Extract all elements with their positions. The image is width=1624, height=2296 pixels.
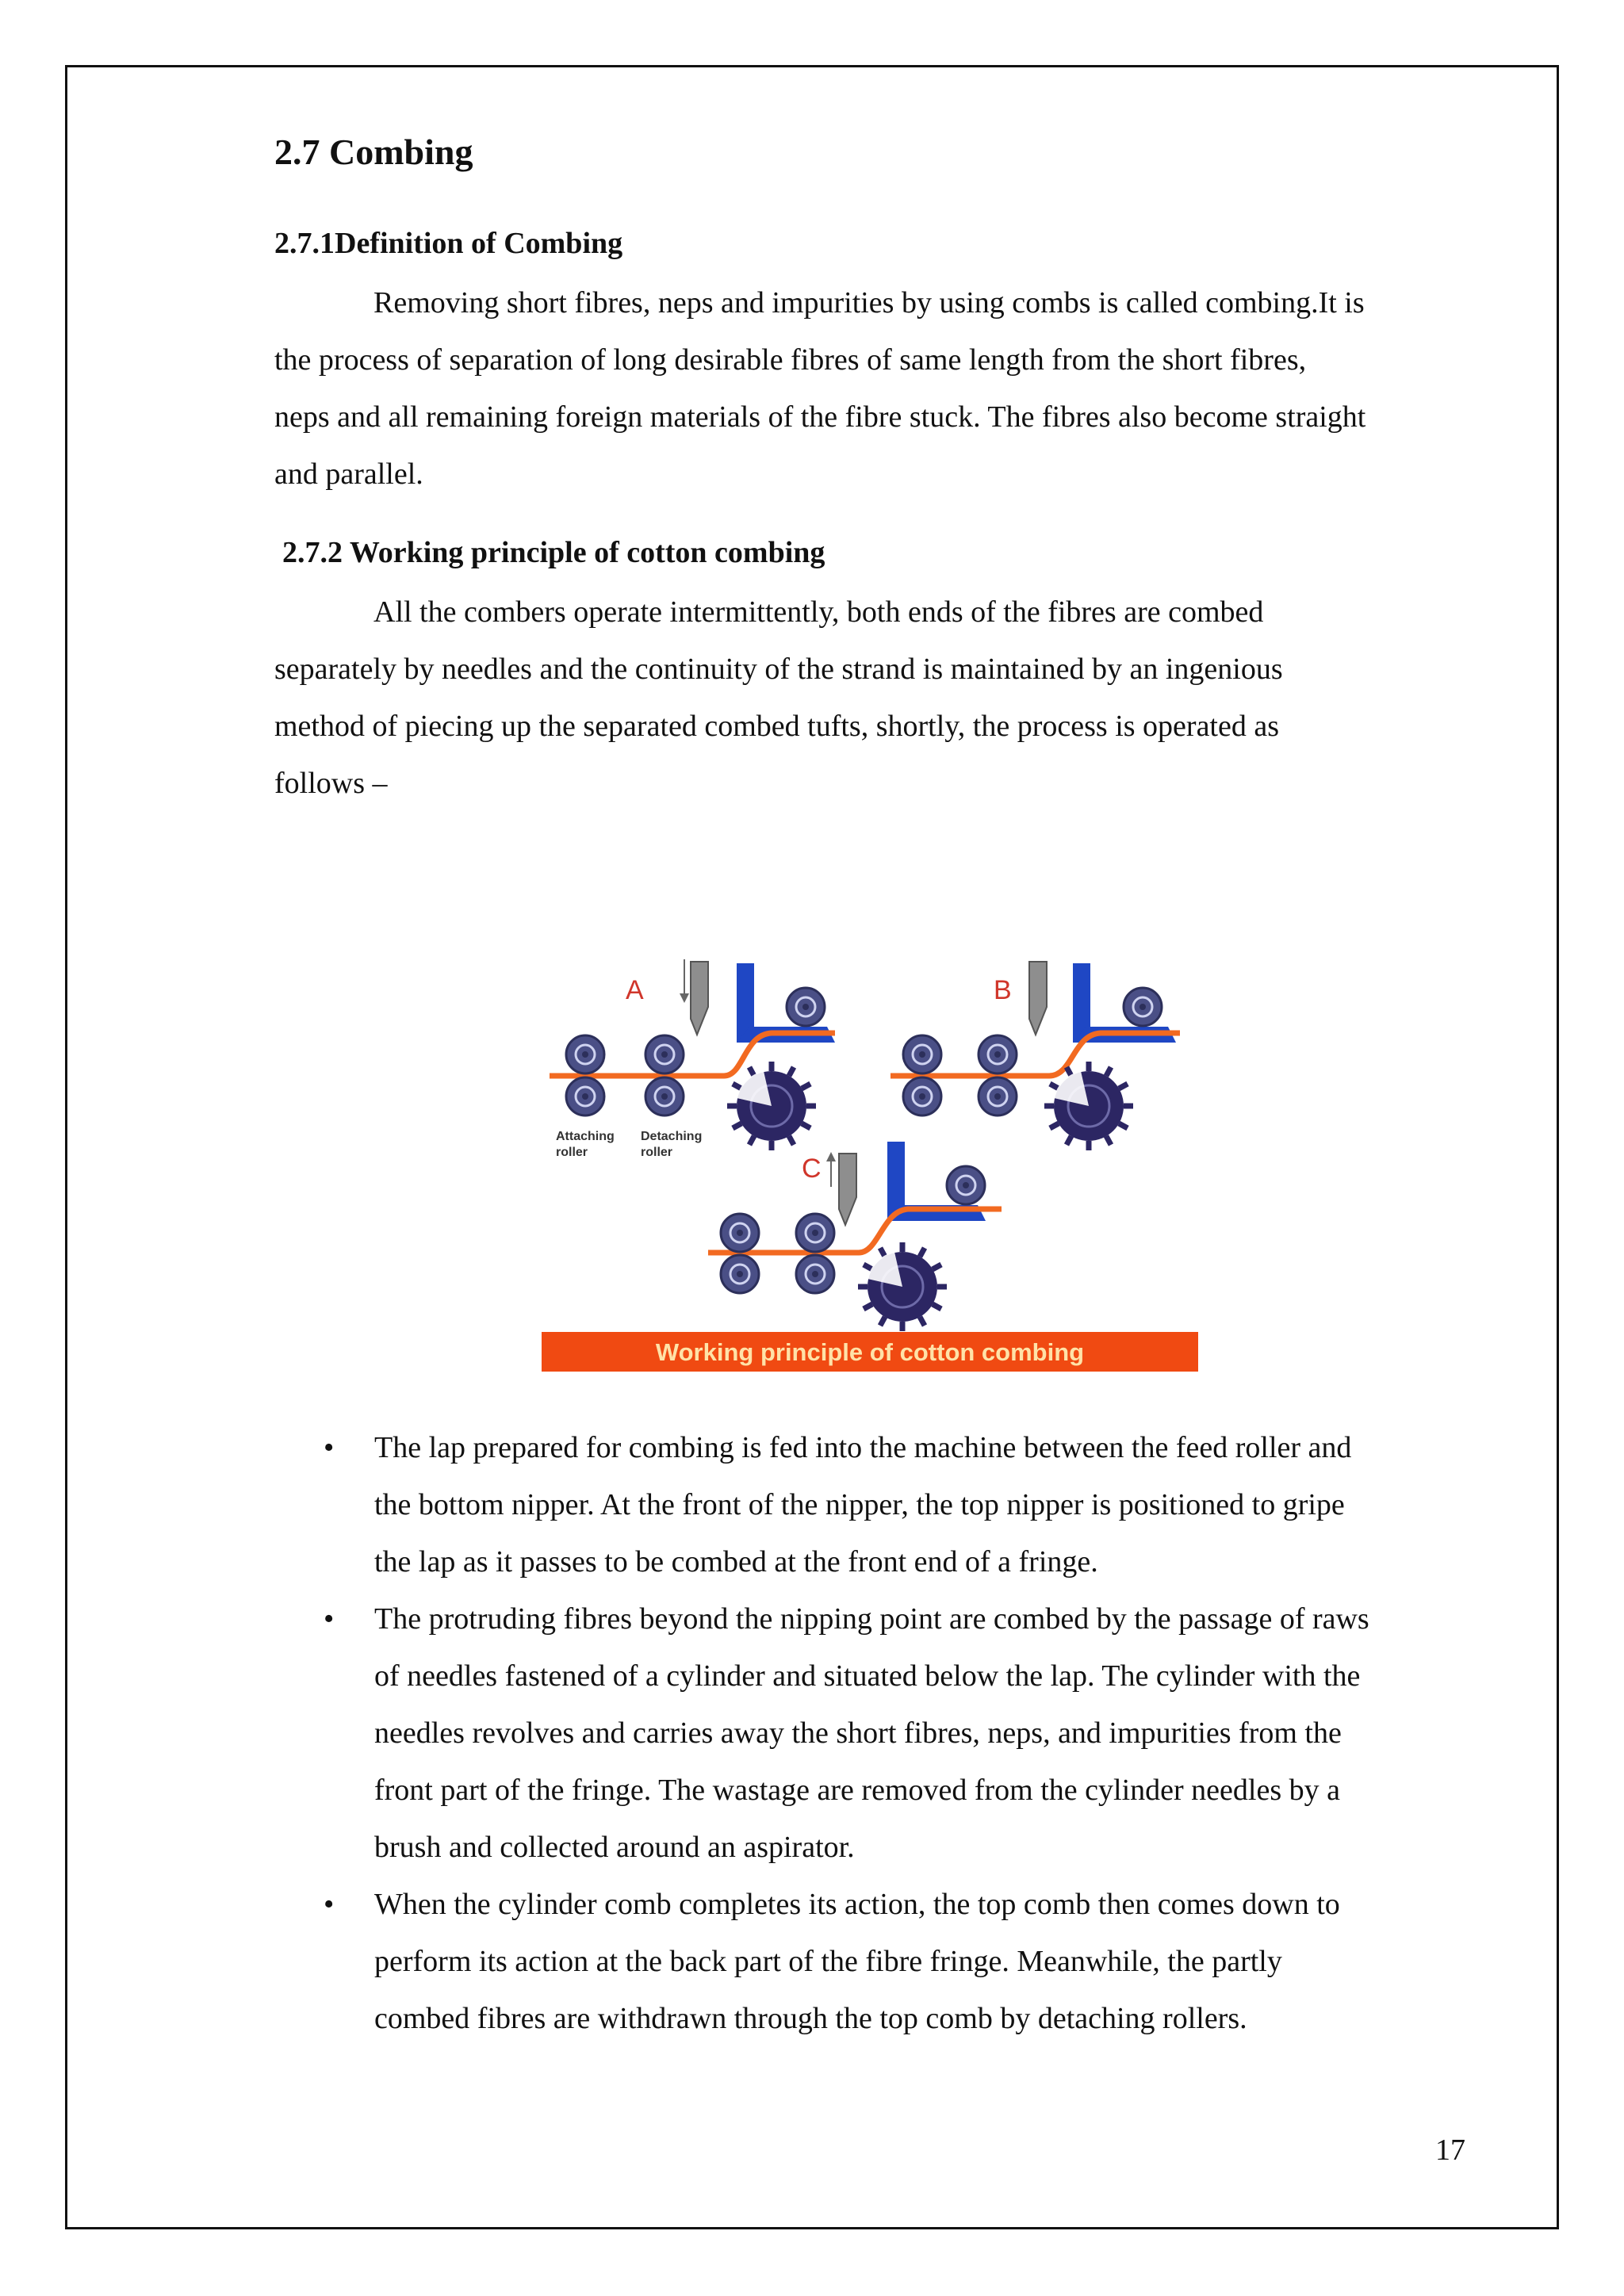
feed-roller [787, 988, 825, 1026]
list-item-line: the lap as it passes to be combed at the front end of a fringe. [374, 1545, 1098, 1578]
feed-roller [1124, 988, 1162, 1026]
process-bullet-list [317, 1419, 1455, 2047]
list-item-line: needles revolves and carries away the short fibres, neps, and impurities from the [374, 1716, 1342, 1750]
attaching-roller-bottom [566, 1077, 604, 1115]
bullet-icon: • [324, 1602, 335, 1636]
attaching-roller-label: Attaching [556, 1130, 615, 1143]
definition-paragraph [274, 274, 1452, 503]
list-item-line: the bottom nipper. At the front of the nipper, the top nipper is positioned to gripe [374, 1488, 1345, 1521]
page-number: 17 [1435, 2133, 1465, 2167]
paragraph-line: and parallel. [274, 457, 423, 491]
working-principle-heading: 2.7.2 Working principle of cotton combing [282, 536, 825, 569]
list-item-line: front part of the fringe. The wastage are removed from the cylinder needles by a [374, 1774, 1340, 1807]
paragraph-line: separately by needles and the continuity of the strand is maintained by an ingenious [274, 652, 1283, 686]
roller [903, 1035, 941, 1073]
roller [796, 1214, 834, 1252]
roller [796, 1255, 834, 1293]
label-c: C [802, 1154, 822, 1184]
list-item-line: of needles fastened of a cylinder and situated below the lap. The cylinder with the [374, 1659, 1361, 1693]
working-principle-paragraph [274, 584, 1337, 812]
section-heading: 2.7 Combing [274, 132, 473, 172]
figure-caption: Working principle of cotton combing [655, 1338, 1085, 1366]
attaching-roller-top [566, 1035, 604, 1073]
detaching-roller-label: Detaching [641, 1130, 703, 1143]
roller [903, 1077, 941, 1115]
list-item [317, 1419, 1455, 1590]
roller [721, 1255, 759, 1293]
roller [979, 1077, 1017, 1115]
paragraph-line: Removing short fibres, neps and impurities by using combs is called combing.It is [373, 286, 1365, 320]
definition-heading: 2.7.1Definition of Combing [274, 227, 623, 260]
paragraph-line: All the combers operate intermittently, both ends of the fibres are combed [373, 595, 1264, 629]
paragraph-line: the process of separation of long desirable fibres of same length from the short fibres, [274, 343, 1307, 377]
paragraph-line: follows – [274, 767, 388, 800]
detaching-roller-top [645, 1035, 684, 1073]
roller [721, 1214, 759, 1252]
detaching-roller-bottom [645, 1077, 684, 1115]
list-item [317, 1590, 1455, 1876]
detaching-roller-label: roller [641, 1146, 673, 1159]
attaching-roller-label: roller [556, 1146, 588, 1159]
bullet-icon: • [324, 1888, 335, 1921]
list-item-line: When the cylinder comb completes its action, the top comb then comes down to [374, 1888, 1340, 1921]
list-item-line: perform its action at the back part of the fibre fringe. Meanwhile, the partly [374, 1945, 1282, 1978]
feed-roller [947, 1166, 985, 1204]
list-item-line: The protruding fibres beyond the nipping point are combed by the passage of raws [374, 1602, 1369, 1636]
list-item-line: brush and collected around an aspirator. [374, 1831, 855, 1864]
bullet-icon: • [324, 1431, 335, 1464]
label-a: A [626, 975, 644, 1005]
list-item [317, 1876, 1455, 2047]
paragraph-line: method of piecing up the separated combed tufts, shortly, the process is operated as [274, 710, 1280, 743]
list-item-line: The lap prepared for combing is fed into the machine between the feed roller and [374, 1431, 1352, 1464]
label-b: B [994, 975, 1012, 1005]
roller [979, 1035, 1017, 1073]
list-item-line: combed fibres are withdrawn through the top comb by detaching rollers. [374, 2002, 1247, 2035]
paragraph-line: neps and all remaining foreign materials of the fibre stuck. The fibres also become straight [274, 400, 1366, 434]
combing-diagram [542, 932, 1198, 1372]
